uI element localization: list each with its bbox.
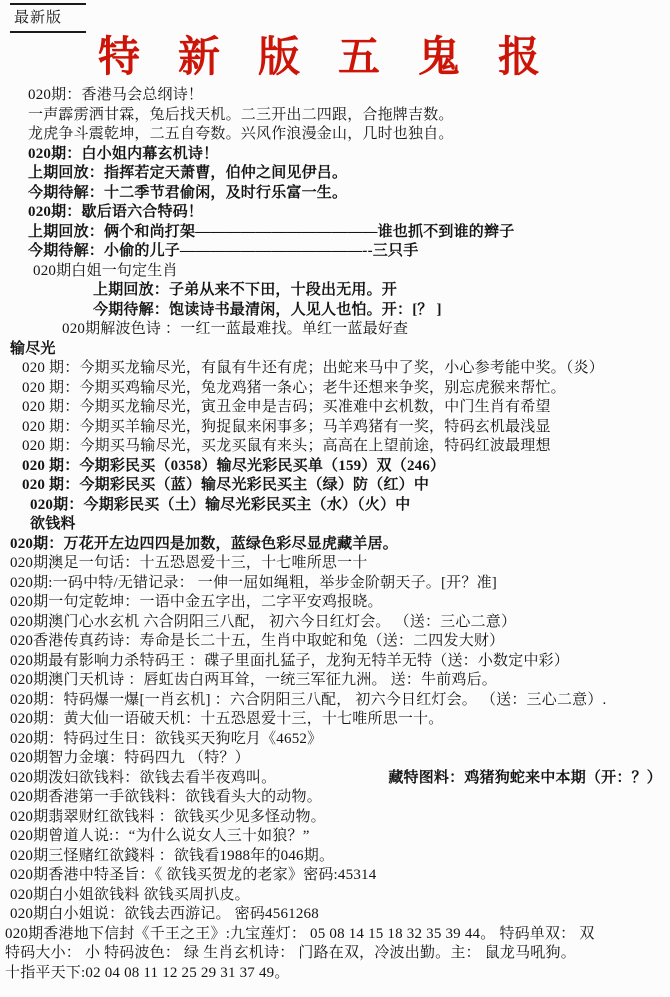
report-line bbox=[0, 281, 670, 301]
line-text: 020期：黄大仙一语破天机：十五恐恩爱十三，十七唯所思一十。 bbox=[10, 711, 444, 727]
line-text: 020期：香港马会总纲诗！ bbox=[28, 87, 204, 103]
line-text: 020期白小姐说：欲钱去西游记。 密码4561268 bbox=[10, 906, 319, 922]
line-text: 上期回放：子弟从来不下田，十段出无用。开 bbox=[93, 282, 398, 298]
line-text: 020期：特码爆一爆[一肖玄机] ：六合阴阳三八配， 初六今日红灯会。 （送：三心二意）. bbox=[10, 691, 607, 708]
line-text: 020期：今期彩民买（土）输尽光彩民买主（水）（火）中 bbox=[30, 496, 411, 513]
line-text: 020期翡翠财红欲钱料 ：欲钱买少见多怪动物。 bbox=[10, 808, 326, 825]
report-line bbox=[0, 769, 670, 789]
line-text: 020香港传真药诗：寿命是长二十五，生肖中取蛇和兔（送：二四发大财） bbox=[10, 633, 505, 649]
report-line bbox=[0, 515, 670, 535]
line-text: 020 期：今期买马输尽光，买龙买鼠有来头；高高在上望前途，特码红波最理想 bbox=[22, 438, 551, 454]
report-line bbox=[0, 242, 670, 262]
report-line bbox=[0, 574, 670, 594]
line-text: 欲钱料 bbox=[30, 516, 76, 532]
report-line bbox=[0, 691, 670, 711]
report-line bbox=[0, 632, 670, 652]
line-text: 上期回放：指挥若定天萧曹，伯仲之间见伊吕。 bbox=[28, 165, 348, 181]
report-line bbox=[0, 437, 670, 457]
report-line bbox=[0, 301, 670, 321]
report-line bbox=[0, 262, 670, 282]
report-line bbox=[0, 223, 670, 243]
line-text: 特码大小： 小 特码波色： 绿 生肖玄机诗： 门路在双，冷波出勤。主： 鼠龙马吼狗。 bbox=[5, 945, 576, 961]
edition-badge: 最新版 bbox=[14, 10, 63, 26]
report-line bbox=[0, 944, 670, 964]
line-text: 今期待解：饱读诗书最清闲，人见人也怕。开：[？ ] bbox=[93, 301, 442, 318]
report-line bbox=[0, 379, 670, 399]
line-text: 020期：万花开左边四四是加数，蓝绿色彩尽显虎藏羊居。 bbox=[10, 535, 398, 552]
line-text: 020期白姐一句定生肖 bbox=[33, 262, 178, 279]
report-line bbox=[0, 145, 670, 165]
badge-bottom-rule bbox=[10, 31, 86, 33]
badge-top-rule bbox=[10, 3, 86, 5]
report-line bbox=[0, 671, 670, 691]
report-line bbox=[0, 320, 670, 340]
report-line bbox=[0, 613, 670, 633]
report-line bbox=[0, 886, 670, 906]
report-line bbox=[0, 203, 670, 223]
line-text: 020 期：今期彩民买（蓝）输尽光彩民买主（绿）防（红）中 bbox=[22, 477, 430, 493]
report-line bbox=[0, 418, 670, 438]
line-text: 020期澳足一句话：十五恐恩爱十三，十七唯所思一十 bbox=[10, 555, 368, 571]
line-text: 020 期：今期买龙输尽光，有鼠有牛还有虎；出蛇来马中了奖，小心参考能中奖。（炎） bbox=[22, 360, 604, 376]
report-line bbox=[0, 535, 670, 555]
report-body bbox=[0, 86, 670, 983]
report-line bbox=[0, 905, 670, 925]
line-text: 020期：白小姐内幕玄机诗！ bbox=[28, 145, 219, 162]
line-text: 020期香港第一手欲钱料：欲钱看头大的动物。 bbox=[10, 789, 322, 805]
report-line bbox=[0, 554, 670, 574]
report-line bbox=[0, 710, 670, 730]
line-text: 020期:一码中特/无错记录： 一伸一屈如绳粗，举步金阶朝天子。[开？准] bbox=[10, 574, 497, 591]
line-text: 020期：特码过生日：欲钱买天狗吃月《4652》 bbox=[10, 730, 323, 747]
report-line bbox=[0, 964, 670, 984]
line-text: 020 期：今期买鸡输尽光，兔龙鸡猪一条心；老牛还想来争奖，别忘虎猴来帮忙。 bbox=[22, 379, 566, 396]
report-line bbox=[0, 457, 670, 477]
report-line bbox=[0, 398, 670, 418]
line-text: 020期三怪赌红欲錢料 ：欲钱看1988年的046期。 bbox=[10, 847, 335, 864]
report-line bbox=[0, 164, 670, 184]
report-line bbox=[0, 86, 670, 106]
report-line bbox=[0, 125, 670, 145]
line-text: 020期解波色诗 ：一红一蓝最难找。单红一蓝最好查 bbox=[62, 321, 409, 337]
page-title: 特新版五鬼报 bbox=[98, 35, 579, 81]
line-text: 020期香港中特圣旨：《 欲钱买贺龙的老家》密码:45314 bbox=[10, 867, 377, 883]
line-text: 020期澳门天机诗 ：唇虹齿白两耳耸，一统三军征九洲。 送：牛前鸡后。 bbox=[10, 672, 498, 688]
report-line bbox=[0, 476, 670, 496]
report-line bbox=[0, 106, 670, 126]
line-text: 上期回放：俩个和尚打架————————————谁也抓不到谁的辫子 bbox=[28, 223, 515, 240]
line-text: 020期智力金壤：特码四九 （特？） bbox=[10, 750, 250, 766]
line-text: 020 期：今期彩民买（0358）输尽光彩民买单（159）双（246） bbox=[22, 457, 446, 474]
line-text: 020期最有影响力杀特码王 ：碟子里面扎猛子，龙狗无特羊无特（送：小数定中彩） bbox=[10, 652, 570, 669]
line-text: 020期曾道人说:：“为什么说女人三十如狼？” bbox=[10, 828, 310, 844]
report-line bbox=[0, 827, 670, 847]
line-text: 今期待解：小偷的儿子————————————--三只手 bbox=[28, 243, 419, 259]
line-text: 龙虎争斗震乾坤，二五自夸数。兴风作浪漫金山，几时也独自。 bbox=[28, 126, 454, 142]
report-line bbox=[0, 340, 670, 360]
line-text: 020期澳门心水玄机 六合阴阳三八配， 初六今日红灯会。 （送：三心二意） bbox=[10, 613, 517, 630]
report-line bbox=[0, 593, 670, 613]
report-line bbox=[0, 652, 670, 672]
report-line bbox=[0, 749, 670, 769]
report-line bbox=[0, 184, 670, 204]
report-line bbox=[0, 847, 670, 867]
report-line bbox=[0, 788, 670, 808]
line-text: 藏特图料：鸡猪狗蛇来中本期（开：？） bbox=[388, 769, 662, 786]
line-text: 020期一句定乾坤：一语中金五字出，二字平安鸡报晓。 bbox=[10, 594, 383, 610]
line-text: 020 期：今期买羊输尽光，狗捉鼠来闲事多；马羊鸡猪有一奖，特码玄机最浅显 bbox=[22, 418, 551, 435]
report-line bbox=[0, 730, 670, 750]
report-line bbox=[0, 496, 670, 516]
line-text: 020期泼妇欲钱料：欲钱去看半夜鸡叫。 bbox=[10, 769, 277, 786]
line-text: 一声霹雳洒甘霖，兔后找天机。二三开出二四跟，合拖牌吉数。 bbox=[28, 106, 454, 123]
report-line bbox=[0, 808, 670, 828]
line-text: 020期白小姐欲钱料 欲钱买周扒皮。 bbox=[10, 886, 250, 903]
report-line bbox=[0, 866, 670, 886]
line-text: 十指平天下:02 04 08 11 12 25 29 31 37 49。 bbox=[5, 964, 290, 981]
report-line bbox=[0, 925, 670, 945]
masthead bbox=[0, 0, 670, 86]
line-text: 020 期：今期买龙输尽光，寅丑金申是吉码；买准难中玄机数，中门生肖有希望 bbox=[22, 399, 551, 415]
line-text: 输尽光 bbox=[10, 340, 56, 357]
report-line bbox=[0, 359, 670, 379]
line-text: 今期待解：十二季节君偷闲，及时行乐富一生。 bbox=[28, 184, 348, 201]
line-text: 020期香港地下信封《千王之王》:九宝莲灯： 05 08 14 15 18 32 35 39 44。 特码单双： 双 bbox=[5, 925, 595, 942]
line-text: 020期：歇后语六合特码！ bbox=[28, 204, 204, 220]
